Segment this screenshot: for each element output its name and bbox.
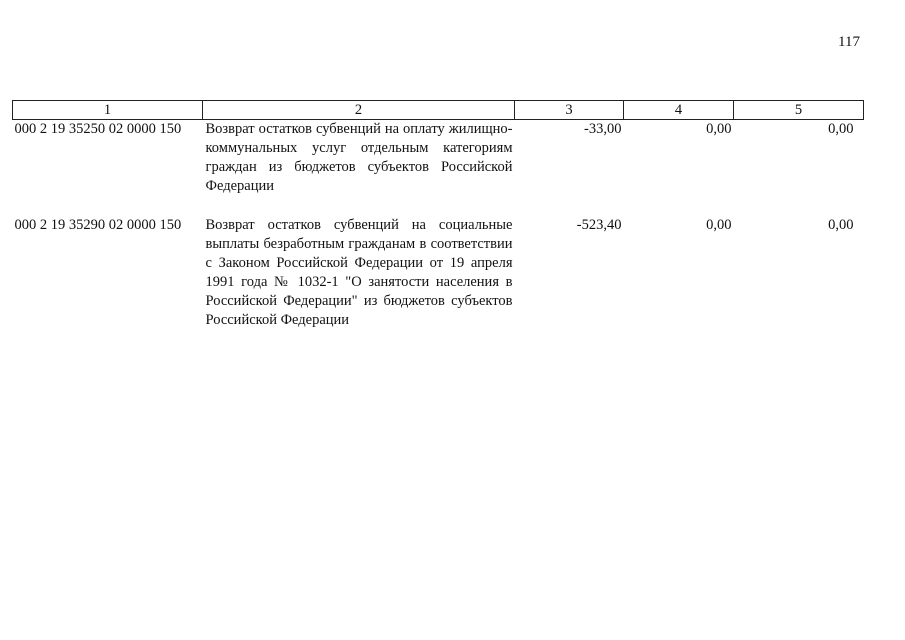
value-col3: -523,40 bbox=[576, 217, 622, 233]
value-col4: 0,00 bbox=[706, 121, 732, 137]
column-header-4: 4 bbox=[624, 101, 734, 120]
column-header-5: 5 bbox=[734, 101, 864, 120]
value-col5: 0,00 bbox=[828, 217, 854, 233]
value-col4: 0,00 bbox=[706, 217, 732, 233]
budget-table bbox=[12, 100, 864, 330]
header-row bbox=[13, 101, 864, 120]
table-row bbox=[13, 216, 864, 330]
row-description: Возврат остатков субвенций на оплату жилищно-коммунальных услуг отдельным категориям граждан из бюджетов субъектов Российской Федерации bbox=[205, 121, 513, 194]
column-header-2: 2 bbox=[203, 101, 515, 120]
value-col5: 0,00 bbox=[828, 121, 854, 137]
value-col3: -33,00 bbox=[584, 121, 622, 137]
budget-code: 000 2 19 35250 02 0000 150 bbox=[14, 121, 182, 137]
column-header-1: 1 bbox=[13, 101, 203, 120]
page-number: 117 bbox=[838, 34, 860, 50]
table-row bbox=[13, 120, 864, 217]
budget-code: 000 2 19 35290 02 0000 150 bbox=[14, 217, 182, 233]
column-header-3: 3 bbox=[515, 101, 624, 120]
row-description: Возврат остатков субвенций на социальные выплаты безработным гражданам в соответствии с Законом Российской Федерации от 19 апреля 1991 года № 1032-1 "О занятости населения в Российской Федерации" из бюджетов субъектов Российской Федерации bbox=[205, 217, 513, 328]
